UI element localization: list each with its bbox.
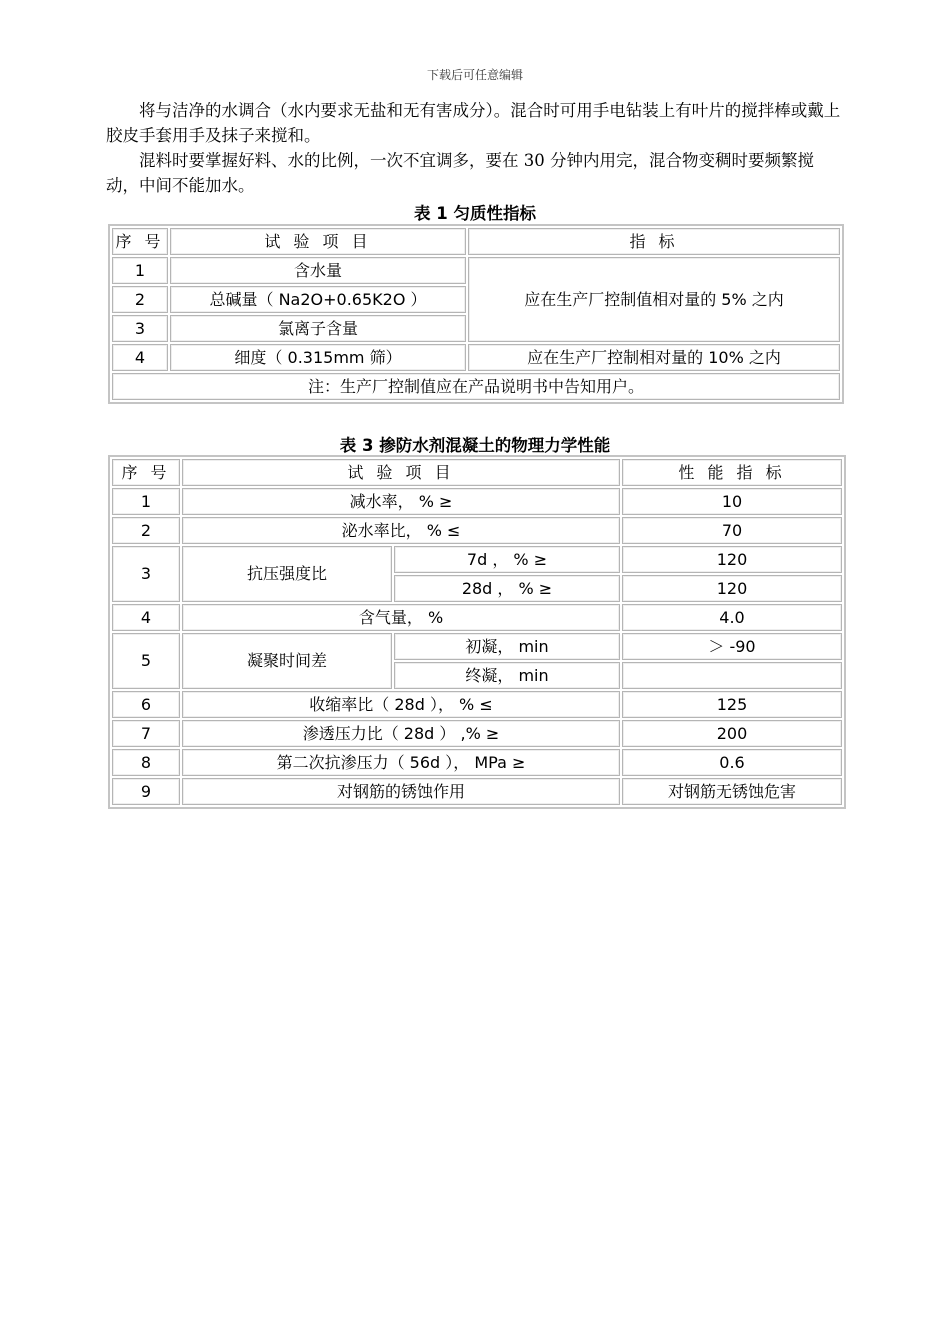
indicator-value: ＞ -90 <box>622 633 842 660</box>
indicator-value <box>622 662 842 689</box>
test-item: 氯离子含量 <box>170 315 466 342</box>
column-header: 指 标 <box>468 228 840 255</box>
table-row <box>112 344 840 371</box>
table-header-row <box>112 228 840 255</box>
indicator-value: 125 <box>622 691 842 718</box>
test-item: 总碱量（ Na2O+0.65K2O ） <box>170 286 466 313</box>
paragraph: 混料时要掌握好料、水的比例，一次不宜调多，要在 30 分钟内用完，混合物变稠时要频繁搅动，中间不能加水。 <box>106 151 814 195</box>
row-number: 2 <box>112 517 180 544</box>
table-caption: 表 1 匀质性指标 <box>414 204 536 223</box>
indicator-value: 对钢筋无锈蚀危害 <box>622 778 842 805</box>
table-row <box>112 633 842 660</box>
sub-item: 初凝， min <box>394 633 620 660</box>
physical-properties-table <box>108 455 846 809</box>
table-row <box>112 488 842 515</box>
page-header: 下载后可任意编辑 <box>426 68 523 82</box>
sub-item: 28d ， % ≥ <box>394 575 620 602</box>
test-item: 抗压强度比 <box>182 546 392 602</box>
homogeneity-table <box>108 224 844 404</box>
indicator-value: 200 <box>622 720 842 747</box>
test-item: 渗透压力比（ 28d ） ,% ≥ <box>182 720 620 747</box>
row-number: 1 <box>112 257 168 284</box>
merged-indicator: 应在生产厂控制值相对量的 5% 之内 <box>468 257 840 342</box>
table-row <box>112 749 842 776</box>
row-number: 7 <box>112 720 180 747</box>
row-number: 2 <box>112 286 168 313</box>
column-header: 序 号 <box>112 228 168 255</box>
column-header: 试 验 项 目 <box>170 228 466 255</box>
sub-item: 终凝， min <box>394 662 620 689</box>
indicator-value: 0.6 <box>622 749 842 776</box>
row-number: 3 <box>112 315 168 342</box>
test-item: 泌水率比， % ≤ <box>182 517 620 544</box>
row-number: 3 <box>112 546 180 602</box>
test-item: 减水率， % ≥ <box>182 488 620 515</box>
row-number: 5 <box>112 633 180 689</box>
indicator-value: 4.0 <box>622 604 842 631</box>
indicator-value: 应在生产厂控制相对量的 10% 之内 <box>468 344 840 371</box>
test-item: 收缩率比（ 28d ）， % ≤ <box>182 691 620 718</box>
table-row <box>112 257 840 284</box>
column-header: 试 验 项 目 <box>182 459 620 486</box>
row-number: 4 <box>112 604 180 631</box>
row-number: 8 <box>112 749 180 776</box>
test-item: 细度（ 0.315mm 筛） <box>170 344 466 371</box>
table-note: 注：生产厂控制值应在产品说明书中告知用户。 <box>112 373 840 400</box>
row-number: 6 <box>112 691 180 718</box>
test-item: 第二次抗渗压力（ 56d ）， MPa ≥ <box>182 749 620 776</box>
table-note-row <box>112 373 840 400</box>
table-row <box>112 691 842 718</box>
test-item: 凝聚时间差 <box>182 633 392 689</box>
table-row <box>112 517 842 544</box>
table-row <box>112 720 842 747</box>
table-row <box>112 778 842 805</box>
column-header: 性 能 指 标 <box>622 459 842 486</box>
test-item: 对钢筋的锈蚀作用 <box>182 778 620 805</box>
column-header: 序 号 <box>112 459 180 486</box>
paragraph: 将与洁净的水调合（水内要求无盐和无有害成分）。混合时可用手电钻装上有叶片的搅拌棒或戴上胶皮手套用手及抹子来搅和。 <box>106 101 841 145</box>
indicator-value: 10 <box>622 488 842 515</box>
indicator-value: 70 <box>622 517 842 544</box>
table-row <box>112 546 842 573</box>
sub-item: 7d ， % ≥ <box>394 546 620 573</box>
row-number: 4 <box>112 344 168 371</box>
indicator-value: 120 <box>622 575 842 602</box>
table-header-row <box>112 459 842 486</box>
row-number: 9 <box>112 778 180 805</box>
test-item: 含气量， % <box>182 604 620 631</box>
table-caption: 表 3 掺防水剂混凝土的物理力学性能 <box>339 436 611 455</box>
test-item: 含水量 <box>170 257 466 284</box>
row-number: 1 <box>112 488 180 515</box>
indicator-value: 120 <box>622 546 842 573</box>
table-row <box>112 604 842 631</box>
